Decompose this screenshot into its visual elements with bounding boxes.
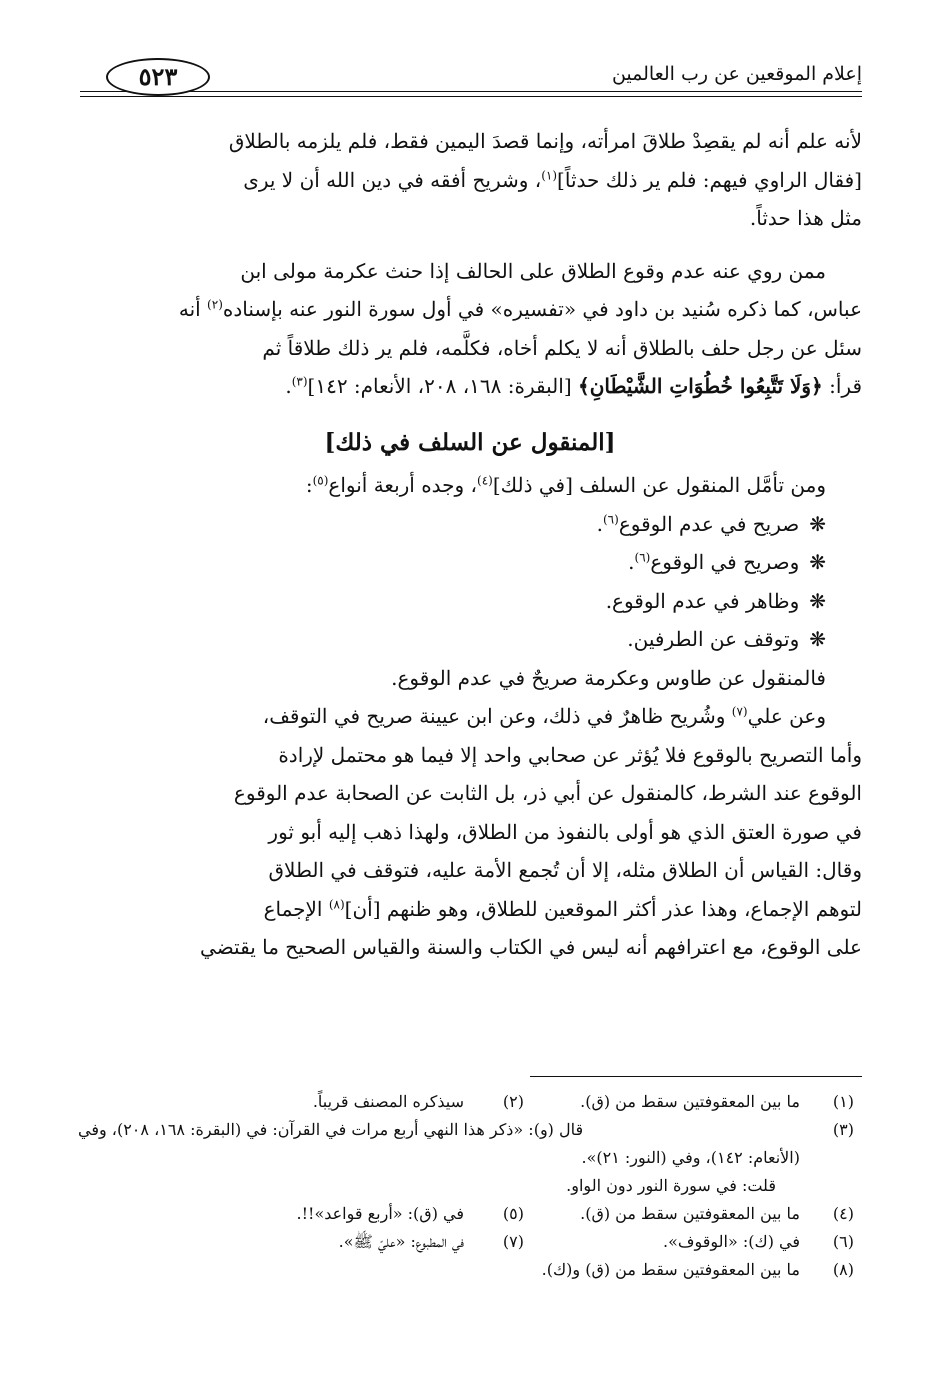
footnote-row-3 — [78, 1116, 862, 1200]
header-rule-top — [80, 91, 862, 92]
footnote-text: في (ك): «الوقوف». — [663, 1232, 800, 1251]
footnote-number: (٣) — [832, 1120, 854, 1139]
footnote-text: في (ق): «أربع قواعد»!!. — [296, 1204, 464, 1223]
running-title: إعلام الموقعين عن رب العالمين — [611, 63, 862, 85]
quran-verse: ﴿وَلَا تَتَّبِعُوا خُطُوَاتِ الشَّيْطَانِ﴾ — [577, 374, 823, 398]
asterism-icon: ❋ — [809, 627, 826, 651]
footnote-number: (١) — [832, 1092, 854, 1111]
footnote-ref: (٦) — [602, 511, 619, 526]
header-rule-bottom — [80, 96, 862, 97]
paragraph-1-line-3: مثل هذا حدثاً. — [749, 206, 862, 230]
paragraph-2-line-2: عباس، كما ذكره سُنيد بن داود في «تفسيره» في أول سورة النور عنه بإسناده$^{(٢)}$ أنه — [178, 297, 862, 321]
section-heading: [المنقول عن السلف في ذلك] — [324, 428, 616, 456]
paragraph-3: ومن تأمَّل المنقول عن السلف [في ذلك]$^{(٤)}$، وجده أربعة أنواع$^{(٥)}$: — [305, 473, 826, 497]
main-text — [78, 122, 862, 967]
footnote-ref: (٨) — [328, 896, 345, 911]
footnote-number: (٥) — [502, 1204, 524, 1223]
footnote-number: (٨) — [832, 1260, 854, 1279]
footnote-ref: (٤) — [477, 473, 493, 488]
footnote-number: (٧) — [502, 1232, 524, 1251]
asterism-icon: ❋ — [809, 550, 826, 574]
list-item: ❋وصريح في الوقوع$^{(٦)}$. — [78, 543, 826, 582]
footnote-row-1-2 — [78, 1088, 862, 1116]
paragraph-2-line-4: قرأ: ﴿وَلَا تَتَّبِعُوا خُطُوَاتِ الشَّيْطَانِ﴾ [البقرة: ١٦٨، ٢٠٨، الأنعام: ١٤٢]$^{(٣)}$. — [285, 374, 862, 398]
paragraph-4: فالمنقول عن طاوس وعكرمة صريحٌ في عدم الوقوع. — [391, 665, 826, 690]
footnote-text: ما بين المعقوفتين سقط من (ق). — [580, 1092, 800, 1111]
list-item: ❋وتوقف عن الطرفين. — [78, 620, 826, 659]
paragraph-5-line-3: الوقوع عند الشرط، كالمنقول عن أبي ذر، بل الثابت عن الصحابة عدم الوقوع — [233, 781, 862, 805]
paragraph-2-line-1: ممن روي عنه عدم وقوع الطلاق على الحالف إذا حنث عكرمة مولى ابن — [240, 258, 826, 283]
paragraph-1-line-1: لأنه علم أنه لم يقصِدْ طلاقَ امرأته، وإنما قصدَ اليمين فقط، فلم يلزمه بالطلاق — [228, 129, 862, 153]
footnote-ref: (٦) — [634, 550, 651, 565]
asterism-icon: ❋ — [809, 511, 826, 536]
footnote-number: (٦) — [832, 1232, 854, 1251]
list-item: ❋صريح في عدم الوقوع$^{(٦)}$. — [78, 505, 826, 544]
types-list — [78, 505, 862, 659]
page-number: ٥٢٣ — [106, 58, 210, 96]
paragraph-5-line-7: على الوقوع، مع اعترافهم أنه ليس في الكتاب والسنة والقياس الصحيح ما يقتضي — [200, 935, 862, 959]
footnote-row-8 — [78, 1256, 862, 1284]
footnotes — [78, 1088, 862, 1284]
footnote-text: ما بين المعقوفتين سقط من (ق) و(ك). — [541, 1260, 800, 1279]
footnote-text: ما بين المعقوفتين سقط من (ق). — [580, 1204, 800, 1223]
paragraph-5-line-4: في صورة العتق الذي هو أولى بالنفوذ من الطلاق، ولهذا ذهب إليه أبو ثور — [268, 819, 862, 844]
footnote-text: (الأنعام: ١٤٢)، وفي (النور: ٢١)». — [581, 1148, 800, 1167]
paragraph-1-line-2: [فقال الراوي فيهم: فلم ير ذلك حدثاً]$^{(١)}$، وشريح أفقه في دين الله أن لا يرى — [243, 167, 862, 192]
footnote-row-6-7 — [78, 1228, 862, 1256]
footnote-ref: (٢) — [207, 297, 223, 312]
paragraph-5-line-1: وعن علي$^{(٧)}$ وشُريح ظاهرٌ في ذلك، وعن ابن عيينة صريح في التوقف، — [262, 704, 826, 728]
list-item: ❋وظاهر في عدم الوقوع. — [78, 582, 826, 621]
footnote-text: في المطبوع: «عليّ ﷺ». — [338, 1232, 464, 1251]
paragraph-5-line-5: وقال: القياس أن الطلاق مثله، إلا أن تُجمع الأمة عليه، فتوقف في الطلاق — [268, 858, 862, 882]
footnote-text: قال (و): «ذكر هذا النهي أربع مرات في القرآن: في (البقرة: ١٦٨، ٢٠٨)، وفي — [78, 1120, 584, 1139]
footnote-ref: (١) — [541, 167, 558, 182]
paragraph-5-line-6: لتوهم الإجماع، وهذا عذر أكثر الموقعين للطلاق، وهو ظنهم [أن]$^{(٨)}$ الإجماع — [263, 896, 862, 921]
asterism-icon: ❋ — [809, 588, 826, 613]
footnote-separator — [530, 1076, 862, 1077]
paragraph-2-line-3: سئل عن رجل حلف بالطلاق أنه لا يكلم أخاه، فكلَّمه، فلم ير ذلك طلاقاً ثم — [262, 335, 862, 360]
footnote-number: (٢) — [502, 1092, 524, 1111]
footnote-ref: (٣) — [291, 374, 308, 389]
page-header — [80, 60, 862, 102]
footnote-ref: (٧) — [731, 704, 748, 719]
footnote-ref: (٥) — [312, 473, 329, 488]
footnote-comment: قلت: في سورة النور دون الواو. — [566, 1176, 776, 1195]
footnote-row-4-5 — [78, 1200, 862, 1228]
paragraph-5-line-2: وأما التصريح بالوقوع فلا يُؤثر عن صحابي واحد إلا فيما هو محتمل لإرادة — [278, 742, 862, 767]
footnote-text: سيذكره المصنف قريباً. — [312, 1092, 464, 1111]
footnote-number: (٤) — [832, 1204, 854, 1223]
